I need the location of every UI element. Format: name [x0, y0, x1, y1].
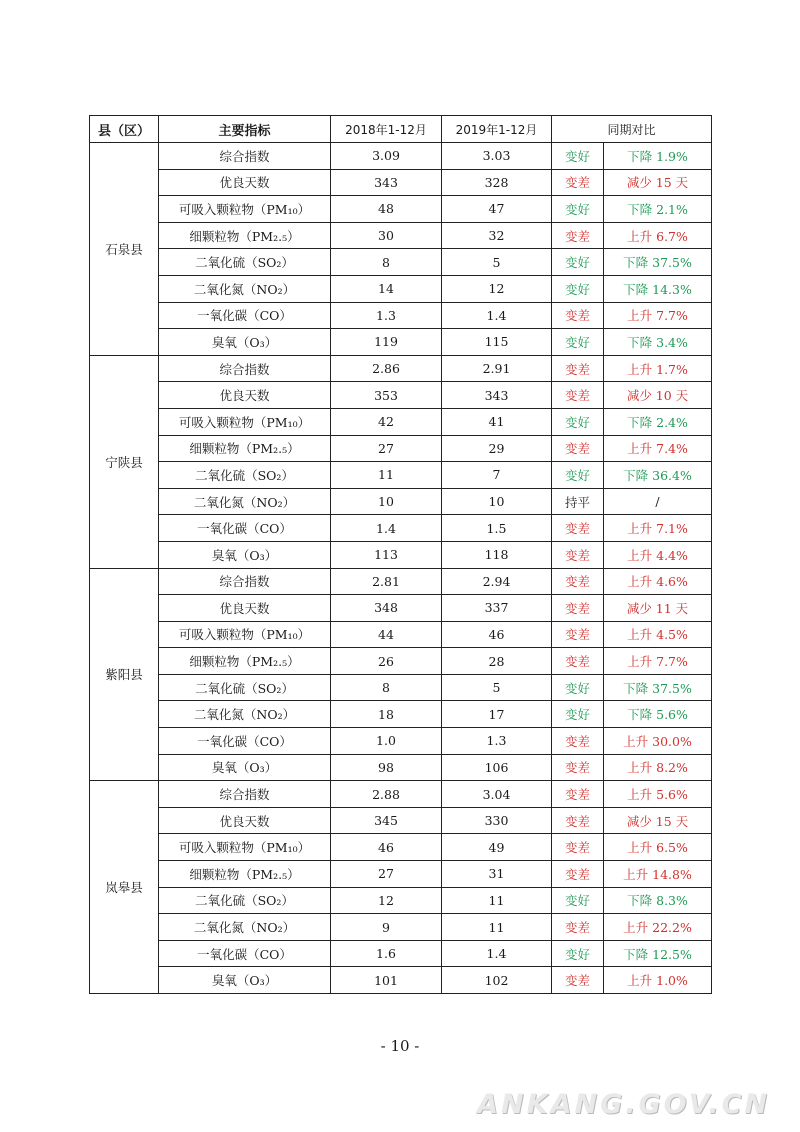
value-2018-cell: 343: [331, 169, 442, 196]
value-2019-cell: 1.4: [442, 302, 552, 329]
indicator-cell: 可吸入颗粒物（PM₁₀）: [159, 196, 331, 223]
change-cell: 上升 6.5%: [604, 834, 712, 861]
table-row: [90, 541, 712, 568]
change-cell: 上升 7.7%: [604, 648, 712, 675]
value-2018-cell: 44: [331, 621, 442, 648]
trend-cell: 变差: [552, 967, 604, 994]
change-cell: 上升 4.5%: [604, 621, 712, 648]
change-cell: 下降 1.9%: [604, 143, 712, 170]
indicator-cell: 优良天数: [159, 382, 331, 409]
change-cell: 下降 3.4%: [604, 329, 712, 356]
change-cell: 上升 22.2%: [604, 914, 712, 941]
value-2019-cell: 106: [442, 754, 552, 781]
trend-cell: 变好: [552, 329, 604, 356]
county-cell: 岚皋县: [90, 781, 159, 994]
change-cell: 上升 14.8%: [604, 861, 712, 888]
table-row: [90, 275, 712, 302]
county-cell: 宁陕县: [90, 355, 159, 568]
change-cell: 上升 4.6%: [604, 568, 712, 595]
value-2019-cell: 41: [442, 408, 552, 435]
indicator-cell: 一氧化碳（CO）: [159, 728, 331, 755]
trend-cell: 变差: [552, 754, 604, 781]
value-2018-cell: 98: [331, 754, 442, 781]
table-row: [90, 781, 712, 808]
change-cell: 上升 6.7%: [604, 222, 712, 249]
change-cell: 下降 37.5%: [604, 674, 712, 701]
value-2018-cell: 353: [331, 382, 442, 409]
table-row: [90, 621, 712, 648]
value-2019-cell: 29: [442, 435, 552, 462]
indicator-cell: 二氧化氮（NO₂）: [159, 488, 331, 515]
table-row: [90, 302, 712, 329]
table-row: [90, 861, 712, 888]
trend-cell: 变差: [552, 834, 604, 861]
indicator-cell: 优良天数: [159, 807, 331, 834]
indicator-cell: 优良天数: [159, 595, 331, 622]
header-2018: 2018年1-12月: [331, 116, 442, 143]
indicator-cell: 综合指数: [159, 781, 331, 808]
change-cell: 下降 14.3%: [604, 275, 712, 302]
indicator-cell: 一氧化碳（CO）: [159, 940, 331, 967]
table-row: [90, 834, 712, 861]
table-row: [90, 329, 712, 356]
trend-cell: 变好: [552, 462, 604, 489]
trend-cell: 变好: [552, 143, 604, 170]
value-2018-cell: 119: [331, 329, 442, 356]
value-2018-cell: 12: [331, 887, 442, 914]
table-row: [90, 169, 712, 196]
trend-cell: 变好: [552, 701, 604, 728]
change-cell: 下降 5.6%: [604, 701, 712, 728]
value-2019-cell: 118: [442, 541, 552, 568]
change-cell: 减少 11 天: [604, 595, 712, 622]
table-row: [90, 222, 712, 249]
trend-cell: 变差: [552, 222, 604, 249]
header-indicator: 主要指标: [159, 116, 331, 143]
change-cell: 减少 15 天: [604, 807, 712, 834]
indicator-cell: 细颗粒物（PM₂.₅）: [159, 648, 331, 675]
table-row: [90, 701, 712, 728]
indicator-cell: 臭氧（O₃）: [159, 967, 331, 994]
table-row: [90, 143, 712, 170]
value-2018-cell: 8: [331, 674, 442, 701]
header-county: 县（区）: [90, 116, 159, 143]
trend-cell: 变差: [552, 541, 604, 568]
change-cell: 上升 5.6%: [604, 781, 712, 808]
value-2019-cell: 2.94: [442, 568, 552, 595]
trend-cell: 变差: [552, 914, 604, 941]
change-cell: 上升 7.4%: [604, 435, 712, 462]
trend-cell: 变差: [552, 568, 604, 595]
indicator-cell: 臭氧（O₃）: [159, 754, 331, 781]
value-2018-cell: 8: [331, 249, 442, 276]
table-row: [90, 967, 712, 994]
table-body: [90, 143, 712, 994]
value-2019-cell: 2.91: [442, 355, 552, 382]
table-row: [90, 355, 712, 382]
trend-cell: 变好: [552, 275, 604, 302]
trend-cell: 变好: [552, 674, 604, 701]
value-2019-cell: 1.5: [442, 515, 552, 542]
trend-cell: 变好: [552, 249, 604, 276]
indicator-cell: 细颗粒物（PM₂.₅）: [159, 222, 331, 249]
table-row: [90, 940, 712, 967]
change-cell: 上升 4.4%: [604, 541, 712, 568]
change-cell: 上升 7.7%: [604, 302, 712, 329]
value-2019-cell: 28: [442, 648, 552, 675]
table-header-row: [90, 116, 712, 143]
indicator-cell: 可吸入颗粒物（PM₁₀）: [159, 408, 331, 435]
trend-cell: 变差: [552, 861, 604, 888]
change-cell: 上升 1.7%: [604, 355, 712, 382]
trend-cell: 变差: [552, 355, 604, 382]
table-row: [90, 568, 712, 595]
air-quality-table: [89, 115, 712, 994]
value-2019-cell: 11: [442, 914, 552, 941]
table-row: [90, 648, 712, 675]
table-row: [90, 887, 712, 914]
indicator-cell: 细颗粒物（PM₂.₅）: [159, 861, 331, 888]
table-row: [90, 914, 712, 941]
trend-cell: 变差: [552, 648, 604, 675]
value-2018-cell: 1.4: [331, 515, 442, 542]
indicator-cell: 二氧化硫（SO₂）: [159, 249, 331, 276]
value-2019-cell: 337: [442, 595, 552, 622]
value-2019-cell: 11: [442, 887, 552, 914]
indicator-cell: 二氧化硫（SO₂）: [159, 887, 331, 914]
indicator-cell: 综合指数: [159, 568, 331, 595]
page-number: - 10 -: [380, 1037, 420, 1055]
value-2019-cell: 12: [442, 275, 552, 302]
value-2019-cell: 115: [442, 329, 552, 356]
value-2019-cell: 1.4: [442, 940, 552, 967]
indicator-cell: 综合指数: [159, 143, 331, 170]
value-2018-cell: 2.88: [331, 781, 442, 808]
indicator-cell: 二氧化氮（NO₂）: [159, 701, 331, 728]
value-2018-cell: 2.81: [331, 568, 442, 595]
change-cell: 下降 8.3%: [604, 887, 712, 914]
change-cell: 下降 2.4%: [604, 408, 712, 435]
header-compare: 同期对比: [552, 116, 712, 143]
trend-cell: 变差: [552, 621, 604, 648]
value-2018-cell: 1.6: [331, 940, 442, 967]
table-row: [90, 807, 712, 834]
value-2019-cell: 49: [442, 834, 552, 861]
trend-cell: 变好: [552, 887, 604, 914]
value-2019-cell: 3.03: [442, 143, 552, 170]
value-2018-cell: 27: [331, 861, 442, 888]
table-row: [90, 249, 712, 276]
change-cell: 下降 12.5%: [604, 940, 712, 967]
trend-cell: 变差: [552, 382, 604, 409]
change-cell: 下降 36.4%: [604, 462, 712, 489]
table-row: [90, 515, 712, 542]
trend-cell: 变好: [552, 196, 604, 223]
header-2019: 2019年1-12月: [442, 116, 552, 143]
value-2019-cell: 1.3: [442, 728, 552, 755]
trend-cell: 变差: [552, 435, 604, 462]
table-row: [90, 435, 712, 462]
change-cell: 下降 37.5%: [604, 249, 712, 276]
indicator-cell: 一氧化碳（CO）: [159, 302, 331, 329]
value-2019-cell: 31: [442, 861, 552, 888]
change-cell: 减少 10 天: [604, 382, 712, 409]
table-row: [90, 595, 712, 622]
trend-cell: 变好: [552, 408, 604, 435]
indicator-cell: 优良天数: [159, 169, 331, 196]
value-2018-cell: 11: [331, 462, 442, 489]
trend-cell: 变差: [552, 781, 604, 808]
value-2018-cell: 101: [331, 967, 442, 994]
value-2018-cell: 113: [331, 541, 442, 568]
value-2019-cell: 5: [442, 249, 552, 276]
value-2018-cell: 345: [331, 807, 442, 834]
value-2018-cell: 14: [331, 275, 442, 302]
indicator-cell: 可吸入颗粒物（PM₁₀）: [159, 834, 331, 861]
county-cell: 石泉县: [90, 143, 159, 356]
value-2018-cell: 2.86: [331, 355, 442, 382]
change-cell: /: [604, 488, 712, 515]
value-2018-cell: 48: [331, 196, 442, 223]
indicator-cell: 二氧化硫（SO₂）: [159, 674, 331, 701]
indicator-cell: 综合指数: [159, 355, 331, 382]
indicator-cell: 二氧化硫（SO₂）: [159, 462, 331, 489]
indicator-cell: 细颗粒物（PM₂.₅）: [159, 435, 331, 462]
value-2018-cell: 30: [331, 222, 442, 249]
value-2019-cell: 3.04: [442, 781, 552, 808]
change-cell: 上升 8.2%: [604, 754, 712, 781]
value-2018-cell: 1.3: [331, 302, 442, 329]
change-cell: 上升 1.0%: [604, 967, 712, 994]
indicator-cell: 一氧化碳（CO）: [159, 515, 331, 542]
table-row: [90, 382, 712, 409]
change-cell: 上升 30.0%: [604, 728, 712, 755]
value-2019-cell: 102: [442, 967, 552, 994]
value-2018-cell: 18: [331, 701, 442, 728]
indicator-cell: 臭氧（O₃）: [159, 541, 331, 568]
site-watermark: ANKANG.GOV.CN: [477, 1089, 770, 1120]
value-2018-cell: 42: [331, 408, 442, 435]
value-2019-cell: 328: [442, 169, 552, 196]
trend-cell: 变差: [552, 302, 604, 329]
value-2018-cell: 1.0: [331, 728, 442, 755]
indicator-cell: 二氧化氮（NO₂）: [159, 914, 331, 941]
value-2018-cell: 27: [331, 435, 442, 462]
trend-cell: 变差: [552, 515, 604, 542]
value-2019-cell: 17: [442, 701, 552, 728]
value-2019-cell: 7: [442, 462, 552, 489]
table-row: [90, 408, 712, 435]
table-row: [90, 488, 712, 515]
table-row: [90, 754, 712, 781]
value-2018-cell: 9: [331, 914, 442, 941]
trend-cell: 变差: [552, 595, 604, 622]
value-2019-cell: 47: [442, 196, 552, 223]
change-cell: 减少 15 天: [604, 169, 712, 196]
value-2019-cell: 46: [442, 621, 552, 648]
table-row: [90, 462, 712, 489]
value-2019-cell: 32: [442, 222, 552, 249]
value-2018-cell: 26: [331, 648, 442, 675]
trend-cell: 持平: [552, 488, 604, 515]
trend-cell: 变好: [552, 940, 604, 967]
trend-cell: 变差: [552, 169, 604, 196]
county-cell: 紫阳县: [90, 568, 159, 781]
value-2018-cell: 10: [331, 488, 442, 515]
table-row: [90, 728, 712, 755]
trend-cell: 变差: [552, 728, 604, 755]
indicator-cell: 臭氧（O₃）: [159, 329, 331, 356]
value-2018-cell: 46: [331, 834, 442, 861]
change-cell: 下降 2.1%: [604, 196, 712, 223]
value-2019-cell: 5: [442, 674, 552, 701]
table-row: [90, 196, 712, 223]
value-2019-cell: 10: [442, 488, 552, 515]
value-2019-cell: 343: [442, 382, 552, 409]
change-cell: 上升 7.1%: [604, 515, 712, 542]
trend-cell: 变差: [552, 807, 604, 834]
value-2018-cell: 348: [331, 595, 442, 622]
indicator-cell: 可吸入颗粒物（PM₁₀）: [159, 621, 331, 648]
indicator-cell: 二氧化氮（NO₂）: [159, 275, 331, 302]
value-2019-cell: 330: [442, 807, 552, 834]
table-row: [90, 674, 712, 701]
value-2018-cell: 3.09: [331, 143, 442, 170]
